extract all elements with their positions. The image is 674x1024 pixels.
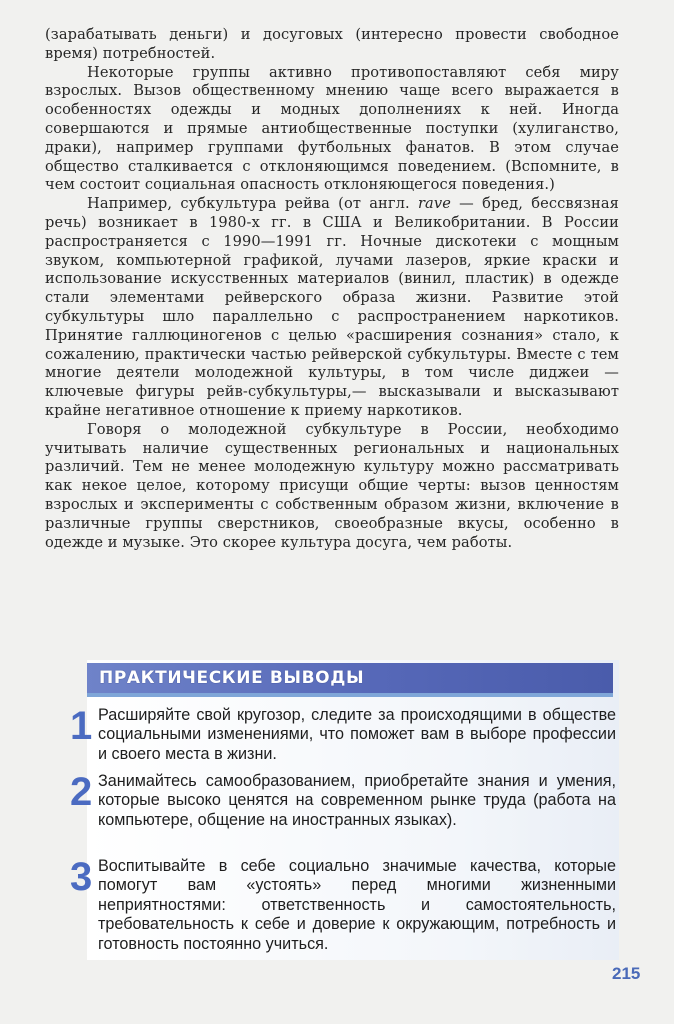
item-text: Воспитывайте в себе социально значимые качества, которые помогут вам «устоять» перед многими жизненными неприятностями: ответственность и самостоятельность, требовательность к себе и доверие к окружающим, потребность и готовность постоянно учиться. bbox=[98, 857, 616, 953]
paragraph-4: Говоря о молодежной субкультуре в России, необходимо учитывать наличие существенных региональных и национальных различий. Тем не менее молодежную культуру можно рассматривать как некое целое, которому присущи общие черты: вызов ценностям взрослых и эксперименты с собственным образом жизни, включение в различные группы сверстников, своеобразные вкусы, особенно в одежде и музыке. Это скорее культура досуга, чем работы. bbox=[45, 420, 619, 551]
section-title: ПРАКТИЧЕСКИЕ ВЫВОДЫ bbox=[99, 668, 365, 688]
item-number: 1 bbox=[70, 704, 93, 748]
paragraph-3-start: Например, субкультура рейва (от англ. bbox=[87, 195, 418, 213]
paragraph-1: (зарабатывать деньги) и досуговых (интересно провести свободное время) потребностей. bbox=[45, 26, 619, 62]
item-number: 3 bbox=[70, 855, 93, 899]
item-text: Занимайтесь самообразованием, приобретайте знания и умения, которые высоко ценятся на современном рынке труда (работа на компьютере, общение на иностранных языках). bbox=[98, 772, 616, 829]
item-number: 2 bbox=[70, 770, 93, 814]
page-number: 215 bbox=[612, 964, 641, 983]
paragraph-2: Некоторые группы активно противопоставляют себя миру взрослых. Вызов общественному мнению чаще всего выражается в особенностях одежды и модных дополнениях к ней. Иногда совершаются и прямые антиобщественные поступки (хулиганство, драки), например группами футбольных фанатов. В этом случае общество сталкивается с отклоняющимся поведением. (Вспомните, в чем состоит социальная опасность отклоняющегося поведения.) bbox=[45, 63, 619, 194]
term-rave: rave bbox=[417, 195, 451, 213]
main-text bbox=[45, 26, 619, 552]
paragraph-3-rest: — бред, бессвязная речь) возникает в 1980-х гг. в США и Великобритании. В России распространяется с 1990—1991 гг. Ночные дискотеки с мощным звуком, компьютерной графикой, лучами лазеров, яркие краски и использование искусственных материалов (винил, пластик) в одежде стали элементами рейверского образа жизни. Развитие этой субкультуры шло параллельно с распространением наркотиков. Принятие галлюциногенов с целью «расширения сознания» стало, к сожалению, практически частью рейверской субкультуры. Вместе с тем многие деятели молодежной культуры, в том числе диджеи — ключевые фигуры рейв-субкультуры,— высказывали и высказывают крайне негативное отношение к приему наркотиков. bbox=[45, 195, 619, 419]
item-text: Расширяйте свой кругозор, следите за происходящими в обществе социальными изменениями, что поможет вам в выборе профессии и своего места в жизни. bbox=[98, 706, 616, 763]
paragraph-3 bbox=[45, 195, 619, 421]
